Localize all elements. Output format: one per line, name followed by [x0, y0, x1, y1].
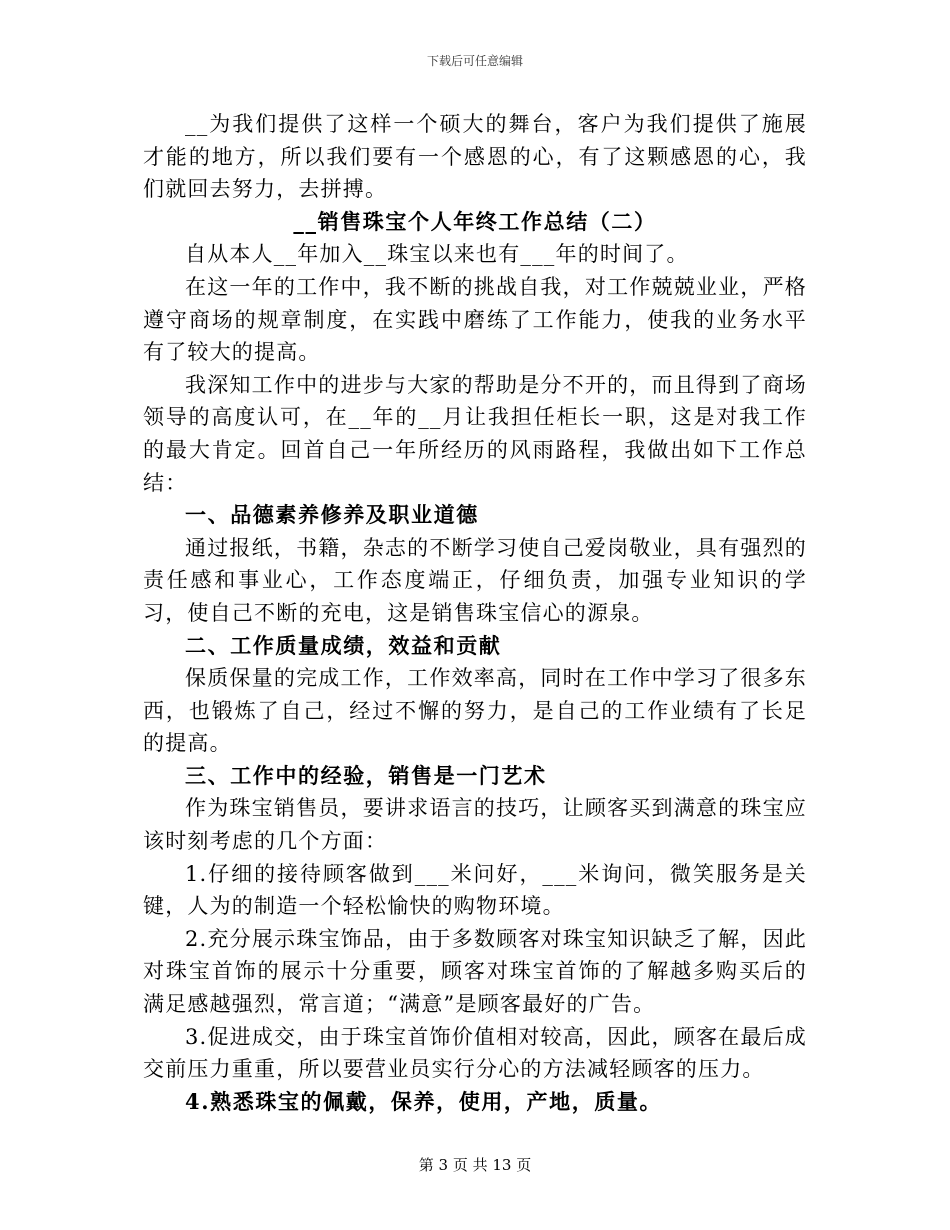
section-heading: 一、品德素养修养及职业道德 — [185, 502, 479, 528]
page-footer: 第 3 页 共 13 页 — [418, 1156, 532, 1174]
section-title: __销售珠宝个人年终工作总结（二） — [293, 208, 657, 234]
list-item: 1.仔细的接待顾客做到___米问好，___米询问，微笑服务是关键，人为的制造一个轻松愉快的购物环境。 — [143, 861, 807, 919]
list-item: 3.促进成交，由于珠宝首饰价值相对较高，因此，顾客在最后成交前压力重重，所以要营业员实行分心的方法减轻顾客的压力。 — [143, 1024, 807, 1082]
section-heading: 二、工作质量成绩，效益和贡献 — [185, 632, 502, 658]
paragraph: 在这一年的工作中，我不断的挑战自我，对工作兢兢业业，严格遵守商场的规章制度，在实践中磨练了工作能力，使我的业务水平有了较大的提高。 — [143, 274, 807, 365]
paragraph: 保质保量的完成工作，工作效率高，同时在工作中学习了很多东西，也锻炼了自己，经过不懈的努力，是自己的工作业绩有了长足的提高。 — [143, 666, 807, 756]
paragraph: 我深知工作中的进步与大家的帮助是分不开的，而且得到了商场领导的高度认可，在__年的__月让我担任柜长一职，这是对我工作的最大肯定。回首自己一年所经历的风雨路程，我做出如下工作总结： — [143, 372, 807, 495]
page-header: 下载后可任意编辑 — [426, 54, 523, 68]
list-item: 2.充分展示珠宝饰品，由于多数顾客对珠宝知识缺乏了解，因此对珠宝首饰的展示十分重要，顾客对珠宝首饰的了解越多购买后的满足感越强烈，常言道；“满意”是顾客最好的广告。 — [143, 926, 807, 1017]
paragraph: __为我们提供了这样一个硕大的舞台，客户为我们提供了施展才能的地方，所以我们要有一个感恩的心，有了这颗感恩的心，我们就回去努力，去拼搏。 — [143, 112, 807, 202]
section-heading: 三、工作中的经验，销售是一门艺术 — [185, 762, 547, 788]
document-body — [143, 108, 807, 1118]
paragraph: 自从本人__年加入__珠宝以来也有___年的时间了。 — [185, 242, 689, 267]
paragraph: 通过报纸，书籍，杂志的不断学习使自己爱岗敬业，具有强烈的责任感和事业心，工作态度端正，仔细负责，加强专业知识的学习，使自己不断的充电，这是销售珠宝信心的源泉。 — [143, 535, 807, 625]
list-item-heading: 4.熟悉珠宝的佩戴，保养，使用，产地，质量。 — [185, 1088, 663, 1114]
paragraph: 作为珠宝销售员，要讲求语言的技巧，让顾客买到满意的珠宝应该时刻考虑的几个方面： — [143, 796, 807, 854]
